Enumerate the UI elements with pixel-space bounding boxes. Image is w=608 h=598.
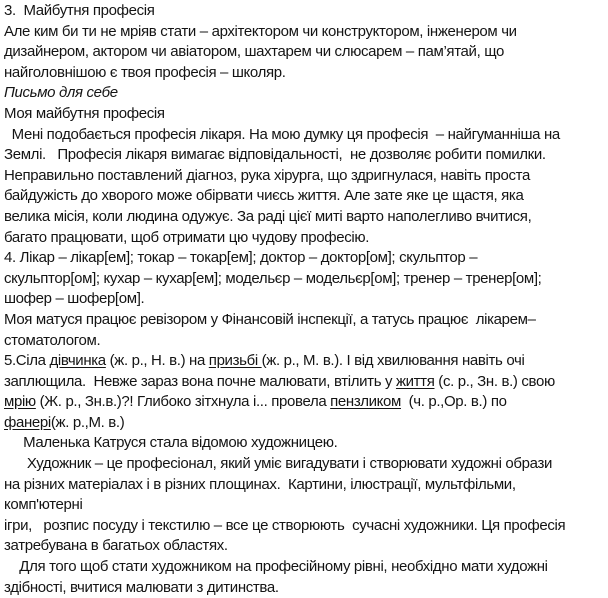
text-line (4, 63, 608, 84)
text-line (4, 578, 608, 598)
text-segment: багато працювати, щоб отримати цю чудову професію. (4, 228, 370, 246)
text-line (4, 516, 608, 537)
text-line (4, 145, 608, 166)
text-line (4, 557, 608, 578)
text-segment: на різних матеріалах і в різних площинах. Картини, ілюстрації, мультфільми, (4, 475, 516, 493)
text-segment: байдужість до хворого може обірвати чиєсь життя. Але зате яке це щастя, яка (4, 187, 524, 205)
text-segment: (Ж. р., Зн.в.)?! Глибоко зітхнула і... провела (35, 393, 331, 411)
text-segment: Мені подобається професія лікаря. На мою думку ця професія – найгуманніша на (4, 125, 560, 143)
text-segment: (ж. р., М. в.). І від хвилювання навіть очі (261, 352, 525, 370)
text-line (4, 310, 608, 331)
text-line (4, 1, 608, 22)
text-segment: 4. Лікар – лікар[ем]; токар – токар[ем]; доктор – доктор[ом]; скульптор – (4, 249, 478, 267)
text-line (4, 289, 608, 310)
text-line (4, 228, 608, 249)
text-segment: (с. р., Зн. в.) свою (434, 372, 555, 390)
text-segment: Художник – це професіонал, який уміє вигадувати і створювати художні образи (4, 455, 553, 473)
text-segment: комп'ютерні (4, 496, 83, 514)
text-line (4, 83, 608, 104)
text-line (4, 372, 608, 393)
text-segment: Моя майбутня професія (4, 104, 165, 122)
text-segment: (ж. р., Н. в.) на (105, 352, 209, 370)
text-segment: дизайнером, актором чи авіатором, шахтарем чи слюсарем – пам’ятай, що (4, 43, 505, 61)
underlined-word: фанері (4, 413, 51, 431)
text-segment: (ж. р.,М. в.) (50, 413, 125, 431)
text-segment: найголовнішою є твоя професія – школяр. (4, 63, 286, 81)
text-segment: затребувана в багатьох областях. (4, 537, 228, 555)
text-segment: здібності, вчитися малювати з дитинства. (4, 578, 279, 596)
text-segment: Неправильно поставлений діагноз, рука хірурга, що здригнулася, навіть проста (4, 166, 530, 184)
text-line (4, 166, 608, 187)
text-line (4, 475, 608, 496)
text-segment: Але ким би ти не мріяв стати – архітектором чи конструктором, інженером чи (4, 22, 517, 40)
text-line (4, 413, 608, 434)
text-segment: Письмо для себе (4, 84, 118, 102)
text-line (4, 22, 608, 43)
text-line (4, 248, 608, 269)
text-line (4, 104, 608, 125)
text-line (4, 351, 608, 372)
text-line (4, 125, 608, 146)
text-segment: 3. Майбутня професія (4, 2, 155, 19)
text-segment: стоматологом. (4, 331, 101, 349)
text-line (4, 433, 608, 454)
text-line (4, 269, 608, 290)
text-segment: шофер – шофер[ом]. (4, 290, 145, 308)
text-segment: Землі. Професія лікаря вимагає відповідальності, не дозволяє робити помилки. (4, 146, 546, 164)
text-segment: ігри, розпис посуду і текстилю – все це створюють сучасні художники. Ця професія (4, 516, 566, 534)
text-segment: заплющила. Невже зараз вона почне малювати, втілить у (4, 372, 396, 390)
text-line (4, 186, 608, 207)
text-line (4, 331, 608, 352)
text-segment: велика місія, коли людина одужує. За раді цієї миті варто наполегливо вчитися, (4, 207, 532, 225)
underlined-word: мрію (4, 393, 36, 411)
underlined-word: дівчинка (49, 352, 106, 370)
text-line (4, 495, 608, 516)
text-line (4, 536, 608, 557)
text-segment: (ч. р.,Ор. в.) по (400, 393, 507, 411)
text-line (4, 454, 608, 475)
underlined-word: життя (395, 372, 435, 390)
text-segment: Маленька Катруся стала відомою художницею. (4, 434, 338, 452)
underlined-word: пензликом (330, 393, 401, 411)
text-line (4, 207, 608, 228)
text-segment: 5.Сіла (4, 352, 50, 370)
text-line (4, 42, 608, 63)
text-segment: Для того щоб стати художником на професійному рівні, необхідно мати художні (4, 558, 548, 576)
underlined-word: призьбі (208, 352, 262, 370)
text-segment: Моя матуся працює ревізором у Фінансовій інспекції, а татусь працює лікарем– (4, 310, 536, 328)
text-line (4, 392, 608, 413)
text-segment: скульптор[ом]; кухар – кухар[ем]; модельєр – модельєр[ом]; тренер – тренер[ом]; (4, 269, 542, 287)
